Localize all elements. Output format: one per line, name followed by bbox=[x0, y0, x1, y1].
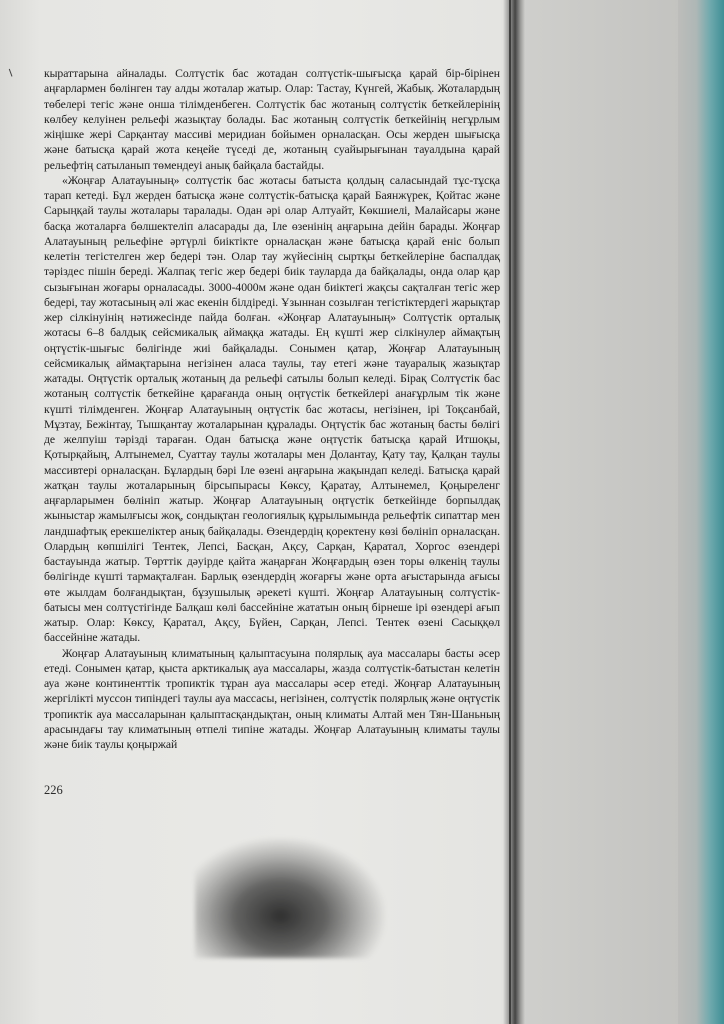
book-edge bbox=[678, 0, 724, 1024]
paragraph-2: «Жоңғар Алатауының» солтүстік бас жотасы батыста қолдың саласындай тұс-тұсқа тарап кетеді. Бұл жерден батысқа және солтүстік-батысқа қарай Баянжүрек, Қойтас және Сарыңқай таулы жоталары таралады. Одан әрі олар Алтуайт, Көкшиелі, Малайсары және басқа жоталарға бөлшектеліп аласарады да, Іле өзенінің аңғарына дейін барады. Жоңғар Алатауының рельефіне әртүрлі биіктікте орналасқан және батысқа қарай еніс болып келетін тегістелген жер бедері тән. Олар тау жүйесінің сыртқы беткейлеріне баспалдақ тәріздес пішін береді. Жалпақ тегіс жер бедері биік тауларда да байқалады, онда олар қар сызығынан жоғары орналасады. 3000-4000м және одан биіктегі жақсы сақталған тегіс жер бедері, тау жотасының әлі жас екенін білдіреді. Ұзыннан созылған тегістіктердегі жарықтар жер сілкінуінің нәтижесінде пайда болған. «Жоңғар Алатауының» Солтүстік орталық жотасы 6–8 балдық сейсмикалық аймаққа жатады. Ең күшті жер сілкінулер аймақтың оңтүстік-шығыс бөлігінде жиі байқалады. Сонымен қатар, Жоңғар Алатауының сейсмикалық аймақтарына негізінен аласа таулы, тау етегі және тауаралық жазықтар жатады. Оңтүстік орталық жотаның да рельефі сатылы болып келеді. Бірақ Солтүстік бас жотаның солтүстік беткейіне қарағанда оның оңтүстік беткейлері анағұрлым тік және күшті тілімденген. Жоңғар Алатауының оңтүстік бас жотасы, негізінен, ірі Тоқсанбай, Мұзтау, Бежінтау, Тышқантау жоталарынан құралады. Оңтүстік бас жотаның басты бөлігі де желпуіш тәрізді тараған. Одан батысқа және оңтүстік батысқа қарай Итшоқы, Қотырқайың, Алтынемел, Суаттау таулы жоталары мен Долантау, Қату тау, Қалқан таулы массивтері орналасқан. Бұлардың бәрі Іле өзені аңғарына жақындап келеді. Батысқа қарай жатқан таулы жоталарының бірсыпырасы Көксу, Қаратау, Алтынемел, Қоңыреленг аңғарларымен бөлініп жатыр. Жоңғар Алатауының оңтүстік беткейінде борпылдақ жыныстар жамылғысы жоқ, сондықтан геологиялық құрылымында рельефтік сипаттар мен ландшафтық ерекшеліктер анық байқалады. Өзендердің қоректену көзі бөлініп орналасқан. Олардың көпшілігі Тентек, Лепсі, Басқан, Ақсу, Сарқан, Қаратал, Хоргос өзендері бастауында жатыр. Төрттік дәуірде қайта жаңарған Жоңғардың өзен торы өлкенің таулы бөлігінде күшті тармақталған. Барлық өзендердің жоғарғы және орта ағыстарында ағысы өте жылдам болғандықтан, бұзушылық әрекеті күшті. Жоңғар Алатауының солтүстік-батысы мен солтүстігінде Балқаш көлі бассейніне жататын оның бірнеше ірі өзендері ағып жатыр. Олар: Көксу, Қаратал, Ақсу, Бүйен, Сарқан, Лепсі. Тентек өзені Сасыққөл бассейніне жатады. bbox=[44, 173, 500, 645]
page-body bbox=[44, 66, 500, 752]
book-spine-shadow bbox=[503, 0, 525, 1024]
page-number: 226 bbox=[44, 783, 63, 797]
paragraph-1: кыраттарына айналады. Солтүстік бас жотадан солтүстік-шығысқа қарай бір-бірінен аңғарлармен бөлінген тау алды жоталар жатыр. Олар: Тастау, Күнгей, Жабық. Жоталардың төбелері тегіс және онша тілімденбеген. Солтүстік бас жотаның солтүстік беткейлерінің көлбеу келуінен рельефі жазықтау болады. Бас жотаның солтүстік беткейінің негұрлым жіңішке жері Сарқантау массиві меридиан бойымен орналасқан. Осы жерден шығысқа және батысқа қарай жота кеңейе түседі де, жотаның суайырығынан тауалдына қарай рельефтің сатыланып төмендеуі анық байқала бастайды. bbox=[44, 67, 500, 172]
margin-mark bbox=[9, 67, 16, 76]
paragraph-3: Жоңғар Алатауының климатының қалыптасуына полярлық ауа массалары басты әсер етеді. Сонымен қатар, қыста арктикалық ауа массалары, жазда солтүстік-батыстан келетін ауа және континенттік тропиктік тұран ауа массалары әсер етеді. Жоңғар Алатауының жергілікті муссон типіндегі таулы ауа массасы, негізінен, солтүстік полярлық және оңтүстік тропиктік ауа массаларынан қалыптасқандықтан, оның климаты Алтай мен Тян-Шаньның арасындағы тау климатының өтпелі типіне жатады. Жоңғар Алатауының климаты таулы және биік таулы қоңыржай bbox=[44, 646, 500, 751]
scan-smudge bbox=[195, 838, 385, 958]
book-spine-line bbox=[509, 0, 511, 1024]
